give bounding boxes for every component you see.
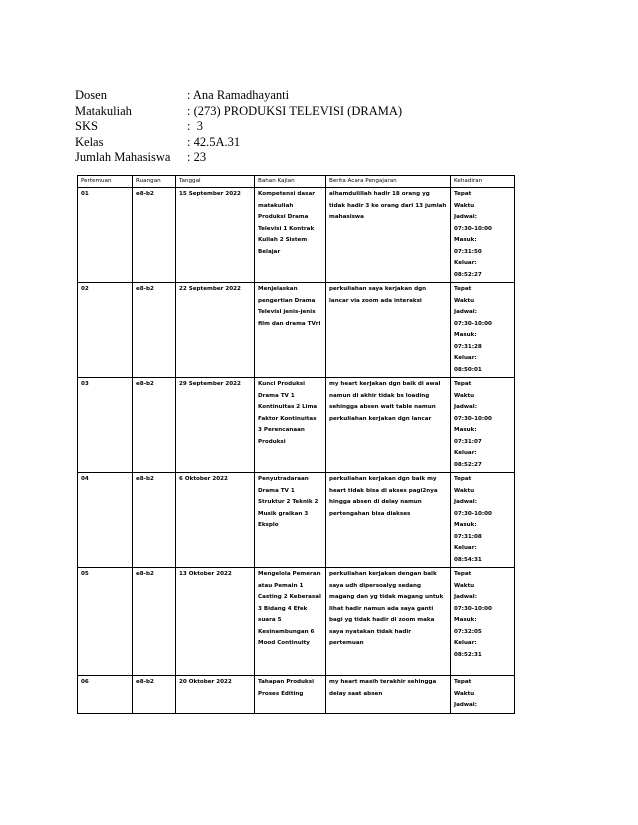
attendance-table (77, 175, 515, 714)
cell-bahan-kajian: Menjelaskan pengertian Drama Televisi jenis-jenis film dan drama TVri (255, 283, 326, 378)
cell-pertemuan: 03 (78, 378, 133, 473)
info-value: : 3 (187, 119, 203, 133)
cell-kehadiran: Tepat Waktu Jadwal: 07:30-10:00 Masuk: 07:31:08 Keluar: 08:54:31 (451, 473, 515, 568)
info-label: Kelas (75, 134, 104, 149)
cell-tanggal: 6 Oktober 2022 (176, 473, 255, 568)
cell-pertemuan: 01 (78, 188, 133, 283)
cell-bahan-kajian: Tahapan Produksi Proses Editing (255, 676, 326, 714)
info-row-jumlah-mahasiswa (75, 150, 402, 166)
cell-bahan-kajian: Kunci Produksi Drama TV 1 Kontinuitas 2 Lima Faktor Kontinuitas 3 Perencanaan Produksi (255, 378, 326, 473)
info-label: Jumlah Mahasiswa (75, 150, 171, 164)
cell-berita-acara: alhamdulillah hadir 18 orang yg tidak hadir 3 ke orang dari 13 jumlah mahasiswa (326, 188, 451, 283)
cell-bahan-kajian: Kompetensi dasar matakuliah Produksi Drama Televisi 1 Kontrak Kuliah 2 Sistem Belajar (255, 188, 326, 283)
cell-ruangan: e8-b2 (133, 473, 176, 568)
cell-ruangan: e8-b2 (133, 188, 176, 283)
header-ruangan: Ruangan (133, 176, 176, 188)
cell-bahan-kajian: Mengelola Pemeran atau Pemain 1 Casting 2 Keberasal 3 Bidang 4 Efek suara 5 Kesinambungan 6 Mood Continuity (255, 568, 326, 676)
info-row-dosen (75, 88, 402, 104)
table-row (78, 188, 515, 283)
table-row (78, 676, 515, 714)
header-pertemuan: Pertemuan (78, 176, 133, 188)
header-tanggal: Tanggal (176, 176, 255, 188)
header-bahan-kajian: Bahan Kajian (255, 176, 326, 188)
cell-kehadiran: Tepat Waktu Jadwal: 07:30-10:00 Masuk: 07:31:28 Keluar: 08:50:01 (451, 283, 515, 378)
cell-berita-acara: my heart kerjakan dgn baik di awal namun di akhir tidak bs loading sehingga absen wait table namun perkuliahan kerjakan dgn lancar (326, 378, 451, 473)
cell-ruangan: e8-b2 (133, 378, 176, 473)
info-value: : 42.5A.31 (187, 134, 241, 149)
info-value: : Ana Ramadhayanti (187, 88, 290, 102)
info-label: Dosen (75, 88, 107, 102)
cell-pertemuan: 02 (78, 283, 133, 378)
table-row (78, 568, 515, 676)
info-label: Matakuliah (75, 103, 132, 118)
info-value: : 23 (187, 150, 207, 164)
cell-kehadiran: Tepat Waktu Jadwal: 07:30-10:00 Masuk: 07:31:50 Keluar: 08:52:27 (451, 188, 515, 283)
cell-tanggal: 22 September 2022 (176, 283, 255, 378)
cell-ruangan: e8-b2 (133, 283, 176, 378)
cell-pertemuan: 05 (78, 568, 133, 676)
cell-kehadiran: Tepat Waktu Jadwal: (451, 676, 515, 714)
course-info (75, 88, 402, 166)
table-row (78, 378, 515, 473)
table-row (78, 473, 515, 568)
cell-bahan-kajian: Penyutradaraan Drama TV 1 Struktur 2 Teknik 2 Musik graikan 3 Eksplo (255, 473, 326, 568)
cell-ruangan: e8-b2 (133, 676, 176, 714)
cell-tanggal: 15 September 2022 (176, 188, 255, 283)
cell-pertemuan: 04 (78, 473, 133, 568)
cell-berita-acara: my heart masih terakhir sehingga delay saat absen (326, 676, 451, 714)
table-header-row (78, 176, 515, 188)
info-row-kelas (75, 135, 402, 151)
header-kehadiran: Kehadiran (451, 176, 515, 188)
info-value: : (273) PRODUKSI TELEVISI (DRAMA) (187, 103, 403, 118)
cell-berita-acara: perkuliahan kerjakan dgn baik my heart tidak bisa di akses pagi2nya hingga absen di delay namun pertengahan bisa diakses (326, 473, 451, 568)
header-berita-acara: Berita Acara Pengajaran (326, 176, 451, 188)
info-row-sks (75, 119, 402, 135)
cell-ruangan: e8-b2 (133, 568, 176, 676)
info-row-matakuliah (75, 104, 402, 120)
cell-kehadiran: Tepat Waktu Jadwal: 07:30-10:00 Masuk: 07:32:05 Keluar: 08:52:31 (451, 568, 515, 676)
info-label: SKS (75, 119, 98, 133)
table-row (78, 283, 515, 378)
cell-berita-acara: perkuliahan kerjakan dengan baik saya udh dipersoalyg sedang magang dan yg tidak magang untuk lihat hadir namun ada saya ganti bagi yg tidak hadir di zoom maka saya nyatakan tidak hadir pertemuan (326, 568, 451, 676)
cell-pertemuan: 06 (78, 676, 133, 714)
cell-tanggal: 13 Oktober 2022 (176, 568, 255, 676)
cell-tanggal: 29 September 2022 (176, 378, 255, 473)
cell-kehadiran: Tepat Waktu Jadwal: 07:30-10:00 Masuk: 07:31:07 Keluar: 08:52:27 (451, 378, 515, 473)
cell-tanggal: 20 Oktober 2022 (176, 676, 255, 714)
cell-berita-acara: perkuliahan saya kerjakan dgn lancar via zoom ada interaksi (326, 283, 451, 378)
